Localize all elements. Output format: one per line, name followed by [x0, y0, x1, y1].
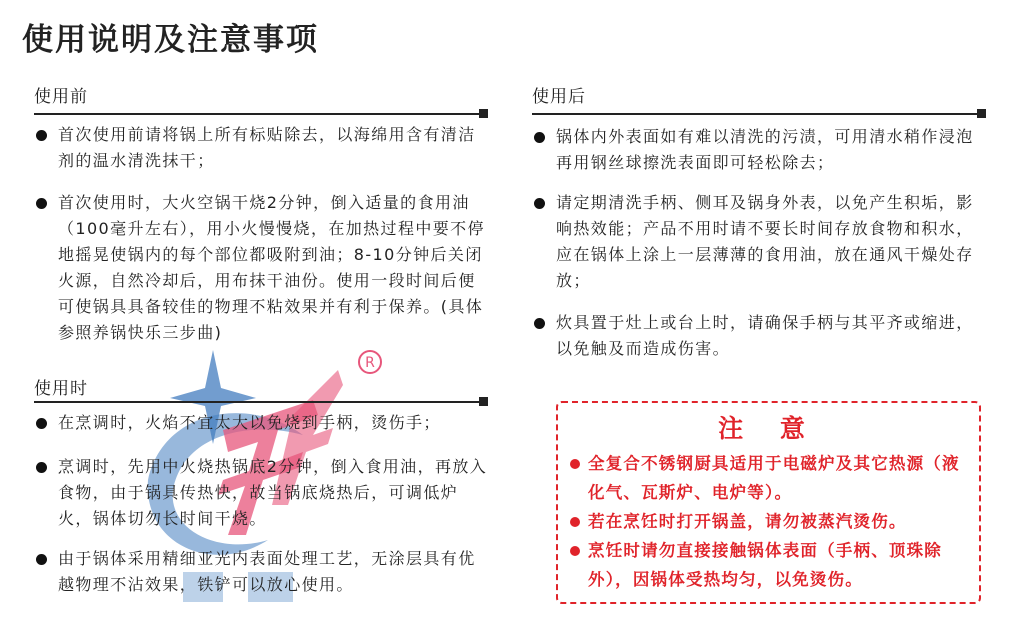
section-heading-after: 使用后: [532, 87, 586, 107]
notice-title: 注 意: [718, 414, 819, 443]
bullet-icon: [36, 554, 47, 565]
list-item: 锅体内外表面如有难以清洗的污渍，可用清水稍作浸泡再用钢丝球擦洗表面即可轻松除去；: [534, 124, 990, 176]
bullet-icon: [570, 546, 580, 556]
page-title: 使用说明及注意事项: [22, 22, 319, 58]
bullet-icon: [36, 462, 47, 473]
list-item: 首次使用前请将锅上所有标贴除去，以海绵用含有清洁剂的温水清洗抹干；: [36, 122, 492, 174]
bullet-icon: [36, 418, 47, 429]
bullet-icon: [534, 198, 545, 209]
bullet-icon: [534, 132, 545, 143]
list-item: 炊具置于灶上或台上时，请确保手柄与其平齐或缩进，以免触及而造成伤害。: [534, 310, 990, 362]
list-item: 在烹调时，火焰不宜太大以免烧到手柄，烫伤手；: [36, 410, 492, 436]
notice-item: 全复合不锈钢厨具适用于电磁炉及其它热源（液化气、瓦斯炉、电炉等）。: [570, 449, 970, 507]
list-item: 请定期清洗手柄、侧耳及锅身外表，以免产生积垢，影响热效能；产品不用时请不要长时间存放食物和积水，应在锅体上涂上一层薄薄的食用油，放在通风干燥处存放；: [534, 190, 990, 294]
section-heading-during: 使用时: [34, 379, 88, 399]
list-item: 烹调时，先用中火烧热锅底2分钟，倒入食用油，再放入食物，由于锅具传热快，故当锅底烧热后，可调低炉火，锅体切勿长时间干烧。: [36, 454, 492, 532]
bullet-icon: [36, 130, 47, 141]
svg-text:R: R: [365, 355, 375, 371]
list-item: 首次使用时，大火空锅干烧2分钟，倒入适量的食用油（100毫升左右），用小火慢慢烧，在加热过程中要不停地摇晃使锅内的每个部位都吸附到油；8-10分钟后关闭火源，自然冷却后，用布抹干油份。使用一段时间后便可使锅具具备较佳的物理不粘效果并有利于保养。(具体参照养锅快乐三步曲): [36, 190, 492, 346]
notice-item: 烹饪时请勿直接接触锅体表面（手柄、顶珠除外），因锅体受热均匀，以免烫伤。: [570, 536, 970, 594]
list-item: 由于锅体采用精细亚光内表面处理工艺，无涂层具有优越物理不沾效果，铁铲可以放心使用。: [36, 546, 492, 598]
bullet-icon: [570, 459, 580, 469]
bullet-icon: [570, 517, 580, 527]
bullet-icon: [534, 318, 545, 329]
section-rule-after: [532, 113, 984, 115]
notice-item: 若在烹饪时打开锅盖，请勿被蒸汽烫伤。: [570, 507, 970, 536]
bullet-icon: [36, 198, 47, 209]
section-rule-during: [34, 401, 486, 403]
section-heading-before: 使用前: [34, 87, 88, 107]
notice-box: [556, 401, 981, 604]
section-rule-before: [34, 113, 486, 115]
